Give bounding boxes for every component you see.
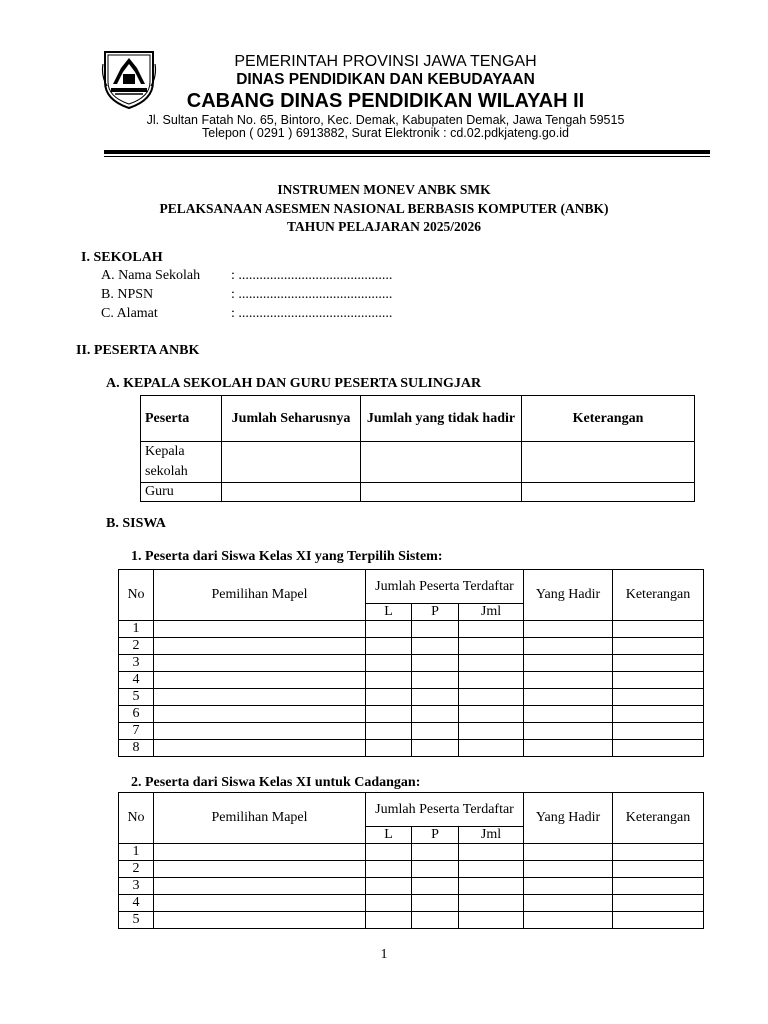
header-keterangan: Keterangan (613, 570, 704, 621)
row-label-kepala-sekolah: Kepala sekolah (141, 442, 222, 483)
cell-empty (524, 706, 613, 723)
cell-empty (459, 723, 524, 740)
table-row (119, 621, 704, 638)
header-keterangan: Keterangan (522, 396, 695, 442)
cell-empty (366, 723, 412, 740)
field-value-alamat: : ............................................ (231, 306, 393, 321)
cell-empty (154, 912, 366, 929)
table-row (119, 912, 704, 929)
header-jumlah-seharusnya: Jumlah Seharusnya (222, 396, 361, 442)
document-title-3: TAHUN PELAJARAN 2025/2026 (286, 219, 481, 234)
cell-empty (154, 689, 366, 706)
cell-empty (524, 861, 613, 878)
cell-empty (412, 689, 459, 706)
cell-empty (459, 672, 524, 689)
cell-empty (361, 442, 522, 483)
cell-empty (154, 895, 366, 912)
cell-empty (613, 672, 704, 689)
cell-empty (412, 740, 459, 757)
cell-empty (366, 878, 412, 895)
cell-empty (613, 706, 704, 723)
cell-empty (154, 638, 366, 655)
letterhead-line-1: PEMERINTAH PROVINSI JAWA TENGAH (234, 53, 537, 70)
cell-empty (459, 740, 524, 757)
header-keterangan: Keterangan (613, 793, 704, 844)
cell-empty (154, 861, 366, 878)
cell-empty (459, 689, 524, 706)
cell-empty (412, 861, 459, 878)
cell-empty (613, 895, 704, 912)
cell-empty (366, 689, 412, 706)
table-row (119, 878, 704, 895)
table-kepala-guru (140, 395, 695, 502)
header-jml: Jml (459, 827, 524, 844)
header-jumlah-tidak-hadir: Jumlah yang tidak hadir (361, 396, 522, 442)
cell-empty (412, 844, 459, 861)
cell-empty (154, 655, 366, 672)
letterhead-line-3: CABANG DINAS PENDIDIKAN WILAYAH II (186, 90, 585, 112)
cell-empty (459, 655, 524, 672)
header-l: L (366, 604, 412, 621)
header-jml: Jml (459, 604, 524, 621)
cell-empty (459, 912, 524, 929)
row-number: 2 (119, 861, 154, 878)
table-row (119, 672, 704, 689)
cell-empty (524, 638, 613, 655)
table-row (119, 861, 704, 878)
cell-empty (366, 740, 412, 757)
document-title-2: PELAKSANAAN ASESMEN NASIONAL BERBASIS KOMPUTER (ANBK) (159, 201, 609, 216)
section-sekolah-heading: I. SEKOLAH (81, 250, 163, 265)
cell-empty (524, 740, 613, 757)
row-number: 3 (119, 655, 154, 672)
cell-empty (613, 621, 704, 638)
row-number: 5 (119, 912, 154, 929)
cell-empty (459, 706, 524, 723)
row-number: 4 (119, 895, 154, 912)
header-no: No (119, 793, 154, 844)
cell-empty (412, 655, 459, 672)
cell-empty (524, 912, 613, 929)
cell-empty (613, 878, 704, 895)
field-label-npsn: B. NPSN (101, 287, 154, 302)
cell-empty (613, 655, 704, 672)
cell-empty (361, 483, 522, 502)
cell-empty (154, 723, 366, 740)
page-number: 1 (380, 947, 388, 962)
table-row (119, 689, 704, 706)
cell-empty (524, 672, 613, 689)
header-yang-hadir: Yang Hadir (524, 793, 613, 844)
cell-empty (366, 638, 412, 655)
table1-heading: 1. Peserta dari Siswa Kelas XI yang Terpilih Sistem: (131, 549, 443, 564)
row-number: 4 (119, 672, 154, 689)
cell-empty (222, 483, 361, 502)
cell-empty (524, 878, 613, 895)
cell-empty (459, 895, 524, 912)
cell-empty (154, 740, 366, 757)
cell-empty (613, 912, 704, 929)
header-jumlah-peserta: Jumlah Peserta Terdaftar (366, 570, 524, 604)
header-yang-hadir: Yang Hadir (524, 570, 613, 621)
table-row (119, 638, 704, 655)
cell-empty (524, 689, 613, 706)
table-row (119, 706, 704, 723)
row-number: 1 (119, 844, 154, 861)
table-row (119, 723, 704, 740)
cell-empty (154, 844, 366, 861)
cell-empty (366, 672, 412, 689)
cell-empty (366, 861, 412, 878)
cell-empty (366, 912, 412, 929)
cell-empty (412, 895, 459, 912)
cell-empty (524, 655, 613, 672)
cell-empty (524, 621, 613, 638)
cell-empty (366, 844, 412, 861)
cell-empty (459, 844, 524, 861)
cell-empty (366, 706, 412, 723)
cell-empty (613, 740, 704, 757)
cell-empty (412, 706, 459, 723)
letterhead-rule-thick (104, 150, 710, 154)
cell-empty (613, 861, 704, 878)
table-row (119, 655, 704, 672)
sub-a-heading: A. KEPALA SEKOLAH DAN GURU PESERTA SULINGJAR (106, 376, 482, 391)
field-label-alamat: C. Alamat (101, 306, 158, 321)
cell-empty (613, 638, 704, 655)
header-pemilihan-mapel: Pemilihan Mapel (154, 570, 366, 621)
table-row (119, 740, 704, 757)
header-pemilihan-mapel: Pemilihan Mapel (154, 793, 366, 844)
table2-heading: 2. Peserta dari Siswa Kelas XI untuk Cadangan: (131, 775, 421, 790)
row-number: 3 (119, 878, 154, 895)
header-peserta: Peserta (141, 396, 222, 442)
field-value-nama-sekolah: : ............................................ (231, 268, 393, 283)
table-row (119, 844, 704, 861)
cell-empty (366, 895, 412, 912)
row-number: 1 (119, 621, 154, 638)
cell-empty (154, 878, 366, 895)
letterhead-rule-thin (104, 156, 710, 157)
cell-empty (154, 621, 366, 638)
cell-empty (154, 706, 366, 723)
cell-empty (412, 621, 459, 638)
cell-empty (412, 723, 459, 740)
cell-empty (154, 672, 366, 689)
sub-b-heading: B. SISWA (106, 516, 166, 531)
row-label-guru: Guru (141, 483, 222, 502)
table-siswa-cadangan (118, 792, 704, 929)
letterhead-address: Jl. Sultan Fatah No. 65, Bintoro, Kec. Demak, Kabupaten Demak, Jawa Tengah 59515 (146, 113, 625, 127)
cell-empty (459, 621, 524, 638)
row-number: 8 (119, 740, 154, 757)
cell-empty (524, 895, 613, 912)
row-number: 7 (119, 723, 154, 740)
cell-empty (412, 672, 459, 689)
header-p: P (412, 604, 459, 621)
table-siswa-terpilih (118, 569, 704, 757)
cell-empty (524, 844, 613, 861)
header-p: P (412, 827, 459, 844)
cell-empty (412, 878, 459, 895)
cell-empty (412, 638, 459, 655)
cell-empty (366, 655, 412, 672)
field-value-npsn: : ............................................ (231, 287, 393, 302)
field-label-nama-sekolah: A. Nama Sekolah (101, 268, 201, 283)
cell-empty (459, 861, 524, 878)
cell-empty (613, 689, 704, 706)
document-title-1: INSTRUMEN MONEV ANBK SMK (277, 182, 491, 197)
cell-empty (522, 483, 695, 502)
header-l: L (366, 827, 412, 844)
header-no: No (119, 570, 154, 621)
cell-empty (412, 912, 459, 929)
cell-empty (613, 844, 704, 861)
section-peserta-heading: II. PESERTA ANBK (76, 343, 200, 358)
row-number: 5 (119, 689, 154, 706)
header-jumlah-peserta: Jumlah Peserta Terdaftar (366, 793, 524, 827)
letterhead-line-2: DINAS PENDIDIKAN DAN KEBUDAYAAN (236, 71, 535, 88)
cell-empty (524, 723, 613, 740)
cell-empty (613, 723, 704, 740)
cell-empty (366, 621, 412, 638)
row-number: 2 (119, 638, 154, 655)
letterhead-contact: Telepon ( 0291 ) 6913882, Surat Elektronik : cd.02.pdkjateng.go.id (202, 126, 569, 140)
row-number: 6 (119, 706, 154, 723)
cell-empty (459, 878, 524, 895)
table-row (119, 895, 704, 912)
cell-empty (459, 638, 524, 655)
cell-empty (522, 442, 695, 483)
cell-empty (222, 442, 361, 483)
